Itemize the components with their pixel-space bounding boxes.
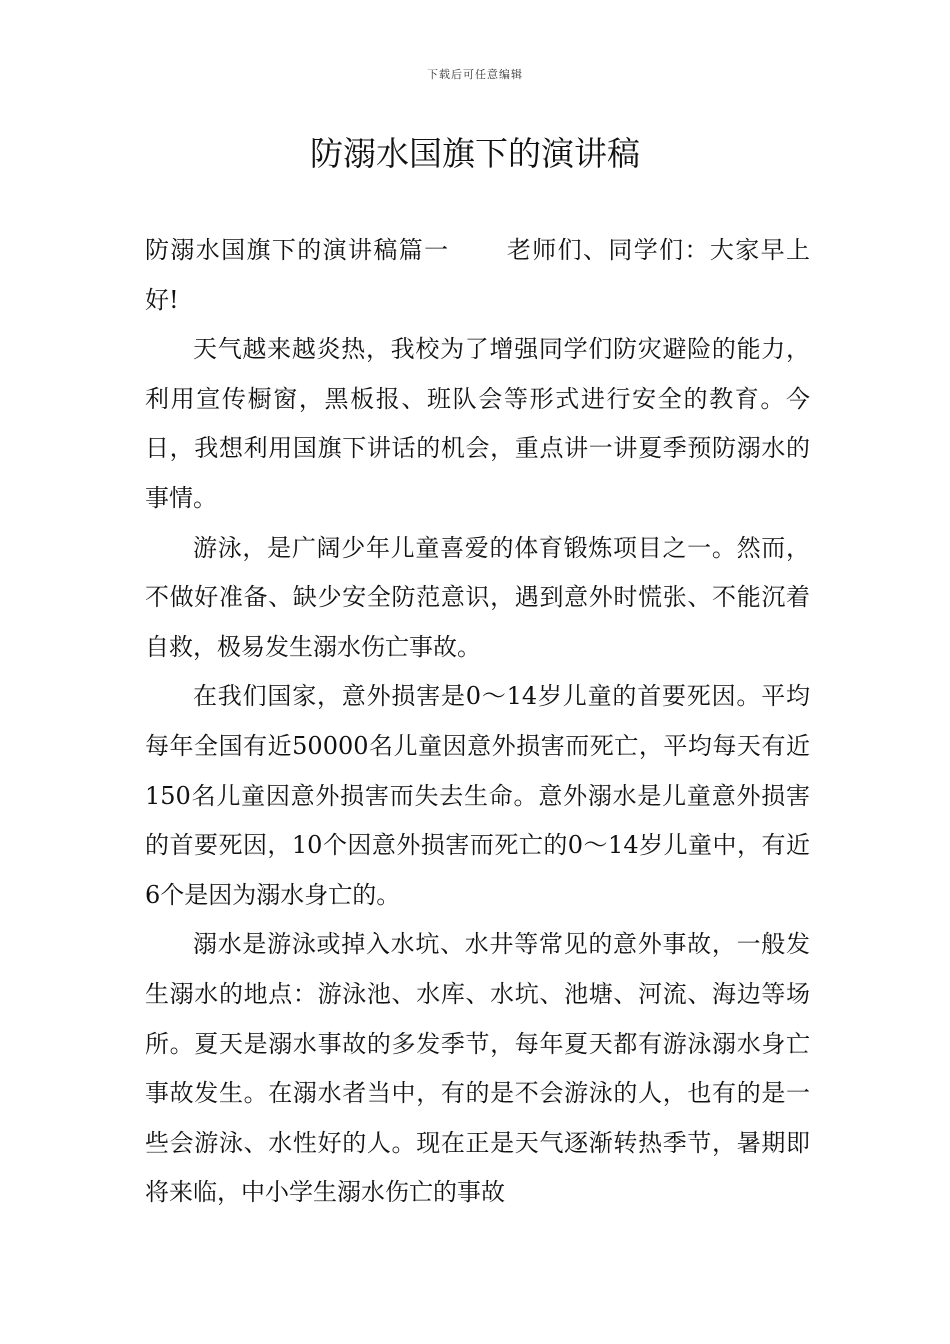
- greeting: 老师们、同学们：大家早上好!: [145, 236, 810, 314]
- document-title: 防溺水国旗下的演讲稿: [310, 134, 640, 173]
- section-label: 防溺水国旗下的演讲稿篇一: [145, 236, 450, 264]
- document-body: [145, 226, 810, 1218]
- paragraph-3: 在我们国家，意外损害是0～14岁儿童的首要死因。平均每年全国有近50000名儿童因意外损害而死亡，平均每天有近150名儿童因意外损害而失去生命。意外溺水是儿童意外损害的首要死因，10个因意外损害而死亡的0～14岁儿童中，有近6个是因为溺水身亡的。: [145, 682, 810, 909]
- paragraph-4: 溺水是游泳或掉入水坑、水井等常见的意外事故，一般发生溺水的地点：游泳池、水库、水坑、池塘、河流、海边等场所。夏天是溺水事故的多发季节，每年夏天都有游泳溺水身亡事故发生。在溺水者当中，有的是不会游泳的人，也有的是一些会游泳、水性好的人。现在正是天气逐渐转热季节，暑期即将来临，中小学生溺水伤亡的事故: [145, 930, 810, 1207]
- opening-paragraph: [145, 226, 810, 325]
- paragraph-1: 天气越来越炎热，我校为了增强同学们防灾避险的能力，利用宣传橱窗，黑板报、班队会等形式进行安全的教育。今日，我想利用国旗下讲话的机会，重点讲一讲夏季预防溺水的事情。: [145, 335, 810, 512]
- paragraph-2: 游泳，是广阔少年儿童喜爱的体育锻炼项目之一。然而，不做好准备、缺少安全防范意识，遇到意外时慌张、不能沉着自救，极易发生溺水伤亡事故。: [145, 533, 810, 661]
- header-note: 下载后可任意编辑: [427, 68, 523, 81]
